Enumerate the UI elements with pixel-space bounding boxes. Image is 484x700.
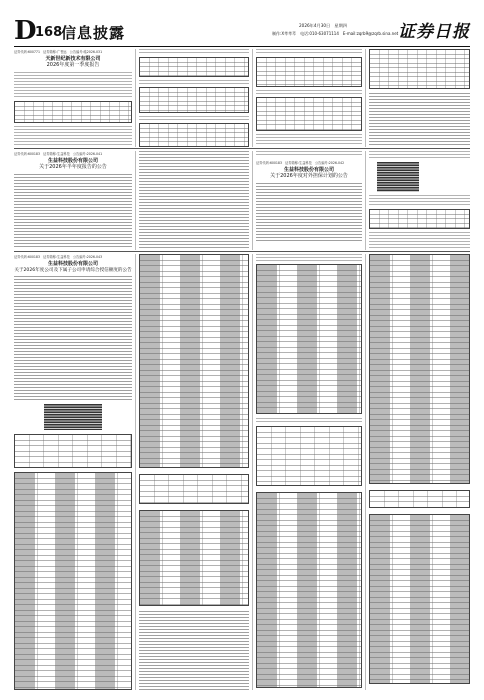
notice-body	[256, 183, 362, 241]
band-divider	[14, 251, 470, 252]
financial-table	[369, 49, 470, 89]
notice-title: 关于2026年半年度报告的公告	[39, 163, 107, 170]
notice-body	[256, 151, 362, 157]
notice-code-line: 证券代码:600771 证券简称:广誉远 公告编号:临2026-031	[14, 50, 103, 54]
credit-table	[256, 492, 362, 688]
bottom-tables-col-4	[369, 254, 470, 690]
credit-table	[256, 264, 362, 414]
table-caption	[256, 49, 362, 55]
bottom-tables-col-2	[139, 254, 249, 690]
financial-table	[139, 57, 249, 77]
issue-date: 2026年4月30日 星期四	[299, 23, 347, 28]
notice-title: 关于2026年度对外担保计划的公告	[270, 172, 348, 179]
top-tables-right	[256, 49, 362, 147]
notice-heading	[14, 262, 132, 273]
middle-text-col-2	[139, 151, 249, 250]
table-caption	[139, 49, 249, 55]
financial-table	[139, 123, 249, 147]
section-title: 信息披露	[61, 24, 126, 42]
notice-heading	[14, 57, 132, 69]
table-caption	[256, 90, 362, 95]
credit-table	[369, 514, 470, 684]
credit-table	[369, 254, 470, 484]
section-number: 168	[35, 25, 63, 40]
notice-body	[369, 151, 470, 159]
notice-title: 关于2026年度公司及下属子公司申请综合授信额度的公告	[14, 267, 132, 273]
data-block	[377, 162, 419, 192]
financial-table	[139, 474, 249, 504]
notice-body	[369, 232, 470, 250]
notice-company: 生益科技股份有限公司	[283, 167, 334, 173]
notice-body	[139, 611, 249, 690]
financial-table	[256, 426, 362, 486]
masthead	[14, 16, 470, 46]
notice-body	[256, 134, 362, 144]
financial-table	[369, 209, 470, 229]
notice-company: 生益科技股份有限公司	[47, 158, 98, 164]
top-band	[14, 49, 470, 147]
notice-heading	[256, 168, 362, 180]
table-caption	[139, 80, 249, 85]
bottom-notice-left	[14, 254, 132, 690]
notice-code-line: 证券代码:600183 证券简称:生益科技 公告编号:2026-042	[256, 161, 345, 165]
financial-table	[14, 434, 132, 468]
table-caption	[256, 418, 362, 424]
top-notice-left	[14, 49, 132, 147]
notice-table	[14, 101, 132, 123]
bottom-band	[14, 254, 470, 690]
contact-line: 制作:X莘莘萃 电话:010-63071114 E-mail:zqrb9@zqrb.sina.net	[272, 31, 399, 36]
masthead-rule	[14, 46, 470, 47]
middle-band	[14, 151, 470, 250]
middle-column-far-right	[369, 151, 470, 250]
notice-body	[139, 151, 249, 250]
credit-table	[139, 510, 249, 606]
bottom-tables-col-3	[256, 254, 362, 690]
credit-table	[14, 472, 132, 690]
middle-notice-left	[14, 151, 132, 250]
notice-heading	[14, 159, 132, 171]
financial-table	[256, 57, 362, 87]
notice-company: 天新世纪新技术有限公司	[45, 56, 101, 62]
newspaper-logo: 证券日报	[398, 22, 470, 42]
financial-table	[256, 97, 362, 131]
notice-body	[14, 126, 132, 146]
table-caption	[139, 116, 249, 121]
notice-body	[14, 174, 132, 248]
notice-code-line: 证券代码:600183 证券简称:生益科技 公告编号:2026-041	[14, 152, 103, 156]
notice-body	[14, 72, 132, 98]
notice-code-line: 证券代码:600183 证券简称:生益科技 公告编号:2026-043	[14, 255, 103, 259]
middle-notice-right	[256, 151, 362, 250]
financial-table	[139, 87, 249, 113]
credit-table	[139, 254, 249, 468]
notice-company: 生益科技股份有限公司	[47, 261, 98, 267]
data-block	[44, 404, 102, 430]
table-caption	[256, 254, 362, 262]
notice-title: 2026年度第一季度报告	[46, 61, 100, 68]
notice-body	[369, 93, 470, 145]
band-divider	[14, 148, 470, 149]
section-code: D	[14, 16, 37, 46]
notice-body	[14, 276, 132, 400]
notice-body	[369, 195, 470, 207]
financial-table	[369, 490, 470, 508]
top-column-far-right	[369, 49, 470, 147]
top-tables-mid	[139, 49, 249, 147]
